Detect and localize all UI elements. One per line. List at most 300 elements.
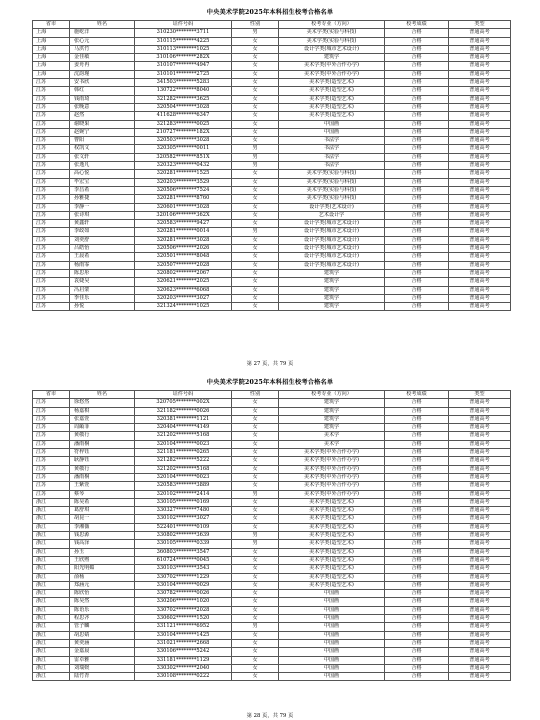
cell-major: 美术学类(中外合作办学) bbox=[279, 62, 385, 70]
cell-result: 合格 bbox=[385, 457, 449, 465]
cell-gender: 男 bbox=[232, 29, 279, 37]
page-title: 中央美术学院2025年本科招生校考合格名单 bbox=[206, 9, 334, 16]
cell-type: 普通高考 bbox=[449, 95, 511, 103]
cell-type: 普通高考 bbox=[449, 664, 511, 672]
cell-type: 普通高考 bbox=[449, 532, 511, 540]
cell-name: 俞杨 bbox=[70, 573, 135, 581]
cell-type: 普通高考 bbox=[449, 137, 511, 145]
cell-type: 普通高考 bbox=[449, 598, 511, 606]
cell-id-number: 321283********0025 bbox=[135, 120, 232, 128]
cell-id-number: 310101********2725 bbox=[135, 70, 232, 78]
cell-name: 袁婕昊 bbox=[70, 278, 135, 286]
table-row bbox=[33, 211, 511, 219]
table-row bbox=[33, 664, 511, 672]
cell-gender: 女 bbox=[232, 449, 279, 457]
document-page-2 bbox=[0, 368, 540, 720]
table-row bbox=[33, 581, 511, 589]
cell-type: 普通高考 bbox=[449, 79, 511, 87]
cell-type: 普通高考 bbox=[449, 565, 511, 573]
cell-name: 潘雨桐 bbox=[70, 473, 135, 481]
cell-id-number: 320281********0014 bbox=[135, 228, 232, 236]
cell-major: 书法学 bbox=[279, 145, 385, 153]
cell-province: 江苏 bbox=[33, 211, 70, 219]
cell-province: 江苏 bbox=[33, 286, 70, 294]
table-row bbox=[33, 220, 511, 228]
table-row bbox=[33, 457, 511, 465]
cell-type: 普通高考 bbox=[449, 407, 511, 415]
cell-result: 合格 bbox=[385, 540, 449, 548]
cell-id-number: 341503********5283 bbox=[135, 79, 232, 87]
cell-result: 合格 bbox=[385, 120, 449, 128]
header-type: 类型 bbox=[449, 21, 511, 29]
table-row bbox=[33, 648, 511, 656]
cell-id-number: 320381********1121 bbox=[135, 415, 232, 423]
cell-province: 江苏 bbox=[33, 245, 70, 253]
cell-name: 张心元 bbox=[70, 37, 135, 45]
cell-id-number: 320507********2028 bbox=[135, 261, 232, 269]
page-title: 中央美术学院2025年本科招生校考合格名单 bbox=[206, 379, 334, 386]
cell-major: 美术学类(实验与科技) bbox=[279, 37, 385, 45]
cell-gender: 女 bbox=[232, 45, 279, 53]
cell-name: 高心悦 bbox=[70, 170, 135, 178]
cell-result: 合格 bbox=[385, 95, 449, 103]
cell-id-number: 321324********1025 bbox=[135, 303, 232, 311]
cell-province: 浙江 bbox=[33, 639, 70, 647]
table-row bbox=[33, 228, 511, 236]
header-gender: 性别 bbox=[232, 391, 279, 399]
cell-major: 建筑学 bbox=[279, 269, 385, 277]
cell-major: 中国画 bbox=[279, 590, 385, 598]
cell-major: 中国画 bbox=[279, 598, 385, 606]
cell-result: 合格 bbox=[385, 178, 449, 186]
cell-result: 合格 bbox=[385, 112, 449, 120]
cell-major: 美术学类(中外合作办学) bbox=[279, 449, 385, 457]
cell-province: 浙江 bbox=[33, 532, 70, 540]
cell-gender: 女 bbox=[232, 498, 279, 506]
cell-major: 设计学类(艺术设计) bbox=[279, 203, 385, 211]
cell-type: 普通高考 bbox=[449, 548, 511, 556]
cell-id-number: 321282********3625 bbox=[135, 95, 232, 103]
cell-gender: 女 bbox=[232, 245, 279, 253]
cell-name: 张诗琪 bbox=[70, 211, 135, 219]
cell-major: 艺术设计学 bbox=[279, 211, 385, 219]
cell-result: 合格 bbox=[385, 170, 449, 178]
table-row bbox=[33, 523, 511, 531]
cell-name: 程思齐 bbox=[70, 615, 135, 623]
table-row bbox=[33, 440, 511, 448]
table-row bbox=[33, 639, 511, 647]
cell-major: 中国画 bbox=[279, 656, 385, 664]
cell-name: 钱雨琦 bbox=[70, 95, 135, 103]
cell-id-number: 320583********9427 bbox=[135, 220, 232, 228]
table-row bbox=[33, 573, 511, 581]
cell-name: 张嘉萱 bbox=[70, 415, 135, 423]
cell-result: 合格 bbox=[385, 606, 449, 614]
cell-type: 普通高考 bbox=[449, 162, 511, 170]
cell-id-number: 310113********1025 bbox=[135, 45, 232, 53]
table-row bbox=[33, 507, 511, 515]
cell-id-number: 330105********0169 bbox=[135, 498, 232, 506]
table-row bbox=[33, 540, 511, 548]
cell-name: 钱高泽 bbox=[70, 540, 135, 548]
cell-province: 江苏 bbox=[33, 407, 70, 415]
cell-gender: 女 bbox=[232, 37, 279, 45]
cell-result: 合格 bbox=[385, 573, 449, 581]
cell-type: 普通高考 bbox=[449, 87, 511, 95]
cell-result: 合格 bbox=[385, 424, 449, 432]
cell-gender: 女 bbox=[232, 294, 279, 302]
cell-major: 美术学类(造型艺术) bbox=[279, 548, 385, 556]
cell-type: 普通高考 bbox=[449, 473, 511, 481]
cell-province: 江苏 bbox=[33, 449, 70, 457]
cell-result: 合格 bbox=[385, 532, 449, 540]
cell-result: 合格 bbox=[385, 195, 449, 203]
table-row bbox=[33, 286, 511, 294]
cell-name: 王紫萱 bbox=[70, 482, 135, 490]
table-row bbox=[33, 532, 511, 540]
cell-name: 权凯文 bbox=[70, 145, 135, 153]
cell-result: 合格 bbox=[385, 29, 449, 37]
cell-result: 合格 bbox=[385, 294, 449, 302]
cell-gender: 女 bbox=[232, 515, 279, 523]
cell-type: 普通高考 bbox=[449, 220, 511, 228]
cell-result: 合格 bbox=[385, 449, 449, 457]
table-row bbox=[33, 253, 511, 261]
cell-province: 江苏 bbox=[33, 303, 70, 311]
cell-type: 普通高考 bbox=[449, 178, 511, 186]
cell-id-number: 320503********3028 bbox=[135, 137, 232, 145]
cell-id-number: 320583********3889 bbox=[135, 482, 232, 490]
table-row bbox=[33, 615, 511, 623]
cell-type: 普通高考 bbox=[449, 432, 511, 440]
header-province: 省市 bbox=[33, 21, 70, 29]
cell-id-number: 321202********5168 bbox=[135, 432, 232, 440]
cell-id-number: 331181********1129 bbox=[135, 656, 232, 664]
cell-gender: 男 bbox=[232, 145, 279, 153]
cell-type: 普通高考 bbox=[449, 112, 511, 120]
cell-province: 上海 bbox=[33, 62, 70, 70]
cell-province: 浙江 bbox=[33, 498, 70, 506]
cell-major: 美术学类(中外合作办学) bbox=[279, 457, 385, 465]
cell-id-number: 330106********5242 bbox=[135, 648, 232, 656]
cell-gender: 女 bbox=[232, 424, 279, 432]
page-footer: 第 28 页，共 79 页 bbox=[246, 713, 294, 719]
cell-id-number: 331021********2668 bbox=[135, 639, 232, 647]
cell-gender: 男 bbox=[232, 153, 279, 161]
cell-province: 江苏 bbox=[33, 153, 70, 161]
cell-name: 符梓钰 bbox=[70, 449, 135, 457]
cell-result: 合格 bbox=[385, 103, 449, 111]
cell-gender: 女 bbox=[232, 581, 279, 589]
cell-major: 建筑学 bbox=[279, 303, 385, 311]
cell-gender: 女 bbox=[232, 87, 279, 95]
table-row bbox=[33, 54, 511, 62]
cell-gender: 女 bbox=[232, 556, 279, 564]
cell-province: 江苏 bbox=[33, 490, 70, 498]
cell-major: 美术学类(造型艺术) bbox=[279, 523, 385, 531]
cell-major: 美术学类(实验与科技) bbox=[279, 170, 385, 178]
cell-major: 美术学类(实验与科技) bbox=[279, 29, 385, 37]
cell-id-number: 522401********0109 bbox=[135, 523, 232, 531]
cell-name: 徐悠然 bbox=[70, 399, 135, 407]
cell-type: 普通高考 bbox=[449, 465, 511, 473]
cell-id-number: 331121********6952 bbox=[135, 623, 232, 631]
cell-name: 陈欣怡 bbox=[70, 590, 135, 598]
cell-type: 普通高考 bbox=[449, 303, 511, 311]
cell-province: 江苏 bbox=[33, 120, 70, 128]
cell-gender: 女 bbox=[232, 507, 279, 515]
table-row bbox=[33, 623, 511, 631]
cell-result: 合格 bbox=[385, 565, 449, 573]
cell-result: 合格 bbox=[385, 211, 449, 219]
cell-id-number: 320102********2414 bbox=[135, 490, 232, 498]
cell-major: 美术学类(造型艺术) bbox=[279, 565, 385, 573]
cell-result: 合格 bbox=[385, 498, 449, 506]
cell-type: 普通高考 bbox=[449, 523, 511, 531]
cell-type: 普通高考 bbox=[449, 186, 511, 194]
cell-major: 美术学类(造型艺术) bbox=[279, 540, 385, 548]
cell-major: 建筑学 bbox=[279, 399, 385, 407]
cell-result: 合格 bbox=[385, 45, 449, 53]
cell-type: 普通高考 bbox=[449, 623, 511, 631]
cell-major: 书法学 bbox=[279, 162, 385, 170]
cell-province: 浙江 bbox=[33, 606, 70, 614]
header-major: 校考专业（方向） bbox=[279, 21, 385, 29]
cell-name: 金佳敏 bbox=[70, 54, 135, 62]
cell-result: 合格 bbox=[385, 186, 449, 194]
cell-name: 安书欣 bbox=[70, 79, 135, 87]
cell-gender: 女 bbox=[232, 482, 279, 490]
cell-gender: 女 bbox=[232, 590, 279, 598]
cell-major: 美术学 bbox=[279, 440, 385, 448]
cell-gender: 女 bbox=[232, 286, 279, 294]
cell-id-number: 330702********2028 bbox=[135, 606, 232, 614]
cell-type: 普通高考 bbox=[449, 424, 511, 432]
cell-major: 设计学类(城市艺术设计) bbox=[279, 220, 385, 228]
cell-gender: 女 bbox=[232, 261, 279, 269]
cell-name: 金嘉晨 bbox=[70, 648, 135, 656]
table-body bbox=[33, 29, 511, 311]
cell-name: 姜舟冉 bbox=[70, 62, 135, 70]
cell-major: 建筑学 bbox=[279, 424, 385, 432]
cell-gender: 女 bbox=[232, 631, 279, 639]
table-row bbox=[33, 482, 511, 490]
cell-gender: 女 bbox=[232, 62, 279, 70]
cell-result: 合格 bbox=[385, 656, 449, 664]
cell-result: 合格 bbox=[385, 598, 449, 606]
cell-result: 合格 bbox=[385, 203, 449, 211]
cell-type: 普通高考 bbox=[449, 639, 511, 647]
cell-name: 李湘薇 bbox=[70, 523, 135, 531]
cell-province: 江苏 bbox=[33, 79, 70, 87]
cell-province: 江苏 bbox=[33, 170, 70, 178]
cell-name: 李静一 bbox=[70, 203, 135, 211]
cell-type: 普通高考 bbox=[449, 103, 511, 111]
cell-major: 书法学 bbox=[279, 153, 385, 161]
cell-id-number: 321182********0026 bbox=[135, 407, 232, 415]
cell-type: 普通高考 bbox=[449, 556, 511, 564]
cell-type: 普通高考 bbox=[449, 278, 511, 286]
cell-major: 美术学类(造型艺术) bbox=[279, 507, 385, 515]
cell-gender: 女 bbox=[232, 128, 279, 136]
cell-id-number: 330102********3027 bbox=[135, 515, 232, 523]
cell-province: 江苏 bbox=[33, 415, 70, 423]
cell-province: 浙江 bbox=[33, 565, 70, 573]
cell-gender: 女 bbox=[232, 573, 279, 581]
cell-province: 浙江 bbox=[33, 581, 70, 589]
cell-major: 设计学类(城市艺术设计) bbox=[279, 245, 385, 253]
table-row bbox=[33, 399, 511, 407]
cell-gender: 男 bbox=[232, 540, 279, 548]
cell-gender: 女 bbox=[232, 195, 279, 203]
cell-gender: 女 bbox=[232, 432, 279, 440]
cell-result: 合格 bbox=[385, 523, 449, 531]
cell-id-number: 321202********5168 bbox=[135, 465, 232, 473]
table-row bbox=[33, 415, 511, 423]
table-row bbox=[33, 515, 511, 523]
cell-province: 浙江 bbox=[33, 631, 70, 639]
table-row bbox=[33, 424, 511, 432]
cell-name: 陆竹青 bbox=[70, 673, 135, 681]
cell-major: 美术学类(中外合作办学) bbox=[279, 473, 385, 481]
table-row bbox=[33, 70, 511, 78]
cell-result: 合格 bbox=[385, 87, 449, 95]
cell-gender: 女 bbox=[232, 523, 279, 531]
cell-gender: 女 bbox=[232, 137, 279, 145]
cell-id-number: 320802********2067 bbox=[135, 269, 232, 277]
header-gender: 性别 bbox=[232, 21, 279, 29]
cell-result: 合格 bbox=[385, 137, 449, 145]
cell-type: 普通高考 bbox=[449, 261, 511, 269]
cell-type: 普通高考 bbox=[449, 606, 511, 614]
cell-result: 合格 bbox=[385, 145, 449, 153]
table-row bbox=[33, 465, 511, 473]
cell-gender: 女 bbox=[232, 565, 279, 573]
cell-type: 普通高考 bbox=[449, 228, 511, 236]
cell-result: 合格 bbox=[385, 623, 449, 631]
cell-id-number: 320106********362X bbox=[135, 211, 232, 219]
cell-result: 合格 bbox=[385, 482, 449, 490]
cell-name: 张文轩 bbox=[70, 153, 135, 161]
cell-gender: 女 bbox=[232, 639, 279, 647]
cell-id-number: 320203********3027 bbox=[135, 294, 232, 302]
cell-gender: 女 bbox=[232, 303, 279, 311]
cell-name: 杨嘉棋 bbox=[70, 407, 135, 415]
cell-name: 季佳乐 bbox=[70, 294, 135, 302]
table-row bbox=[33, 103, 511, 111]
cell-gender: 女 bbox=[232, 79, 279, 87]
table-row bbox=[33, 278, 511, 286]
cell-gender: 女 bbox=[232, 178, 279, 186]
cell-province: 浙江 bbox=[33, 540, 70, 548]
cell-name: 雷卓雅 bbox=[70, 656, 135, 664]
cell-province: 浙江 bbox=[33, 623, 70, 631]
table-row bbox=[33, 432, 511, 440]
cell-province: 江苏 bbox=[33, 473, 70, 481]
cell-result: 合格 bbox=[385, 54, 449, 62]
cell-type: 普通高考 bbox=[449, 482, 511, 490]
cell-major: 美术学类(造型艺术) bbox=[279, 498, 385, 506]
cell-result: 合格 bbox=[385, 473, 449, 481]
cell-name: 吕皓怡 bbox=[70, 245, 135, 253]
cell-result: 合格 bbox=[385, 440, 449, 448]
cell-province: 江苏 bbox=[33, 195, 70, 203]
table-row bbox=[33, 178, 511, 186]
cell-id-number: 320506********7524 bbox=[135, 186, 232, 194]
cell-name: 沈韵瑾 bbox=[70, 70, 135, 78]
table-row bbox=[33, 79, 511, 87]
cell-province: 上海 bbox=[33, 70, 70, 78]
cell-name: 冯启蒙 bbox=[70, 286, 135, 294]
table-row bbox=[33, 303, 511, 311]
cell-gender: 女 bbox=[232, 465, 279, 473]
cell-major: 美术学类(造型艺术) bbox=[279, 581, 385, 589]
cell-province: 江苏 bbox=[33, 236, 70, 244]
cell-name: 施屹洋 bbox=[70, 29, 135, 37]
cell-gender: 女 bbox=[232, 236, 279, 244]
admission-table bbox=[32, 20, 511, 311]
cell-major: 美术学类(中外合作办学) bbox=[279, 490, 385, 498]
cell-province: 上海 bbox=[33, 54, 70, 62]
cell-type: 普通高考 bbox=[449, 515, 511, 523]
cell-name: 刘瑞媛 bbox=[70, 664, 135, 672]
cell-major: 建筑学 bbox=[279, 286, 385, 294]
cell-id-number: 320623********6068 bbox=[135, 286, 232, 294]
cell-major: 书法学 bbox=[279, 137, 385, 145]
cell-major: 中国画 bbox=[279, 648, 385, 656]
cell-province: 浙江 bbox=[33, 556, 70, 564]
cell-major: 中国画 bbox=[279, 623, 385, 631]
cell-gender: 女 bbox=[232, 220, 279, 228]
cell-id-number: 330602********1520 bbox=[135, 615, 232, 623]
cell-gender: 女 bbox=[232, 70, 279, 78]
cell-id-number: 330802********3639 bbox=[135, 532, 232, 540]
header-major: 校考专业（方向） bbox=[279, 391, 385, 399]
header-type: 类型 bbox=[449, 391, 511, 399]
cell-major: 中国画 bbox=[279, 120, 385, 128]
cell-type: 普通高考 bbox=[449, 45, 511, 53]
cell-type: 普通高考 bbox=[449, 29, 511, 37]
header-name: 姓名 bbox=[70, 21, 135, 29]
cell-province: 浙江 bbox=[33, 664, 70, 672]
cell-name: 李政如 bbox=[70, 228, 135, 236]
table-row bbox=[33, 261, 511, 269]
cell-id-number: 411628********6347 bbox=[135, 112, 232, 120]
cell-id-number: 320705********002X bbox=[135, 399, 232, 407]
cell-province: 江苏 bbox=[33, 440, 70, 448]
table-row bbox=[33, 186, 511, 194]
cell-name: 耿静钰 bbox=[70, 457, 135, 465]
cell-result: 合格 bbox=[385, 548, 449, 556]
cell-name: 陈昊然 bbox=[70, 598, 135, 606]
cell-province: 江苏 bbox=[33, 465, 70, 473]
cell-id-number: 320504********3028 bbox=[135, 103, 232, 111]
cell-type: 普通高考 bbox=[449, 253, 511, 261]
cell-type: 普通高考 bbox=[449, 211, 511, 219]
cell-id-number: 330302********2040 bbox=[135, 664, 232, 672]
cell-name: 陈昊希 bbox=[70, 498, 135, 506]
cell-type: 普通高考 bbox=[449, 37, 511, 45]
cell-major: 美术学类(造型艺术) bbox=[279, 532, 385, 540]
header-result: 校考成绩 bbox=[385, 391, 449, 399]
cell-gender: 女 bbox=[232, 120, 279, 128]
cell-major: 美术学类(造型艺术) bbox=[279, 95, 385, 103]
cell-type: 普通高考 bbox=[449, 203, 511, 211]
table-row bbox=[33, 95, 511, 103]
cell-province: 浙江 bbox=[33, 656, 70, 664]
cell-major: 中国画 bbox=[279, 606, 385, 614]
cell-type: 普通高考 bbox=[449, 507, 511, 515]
